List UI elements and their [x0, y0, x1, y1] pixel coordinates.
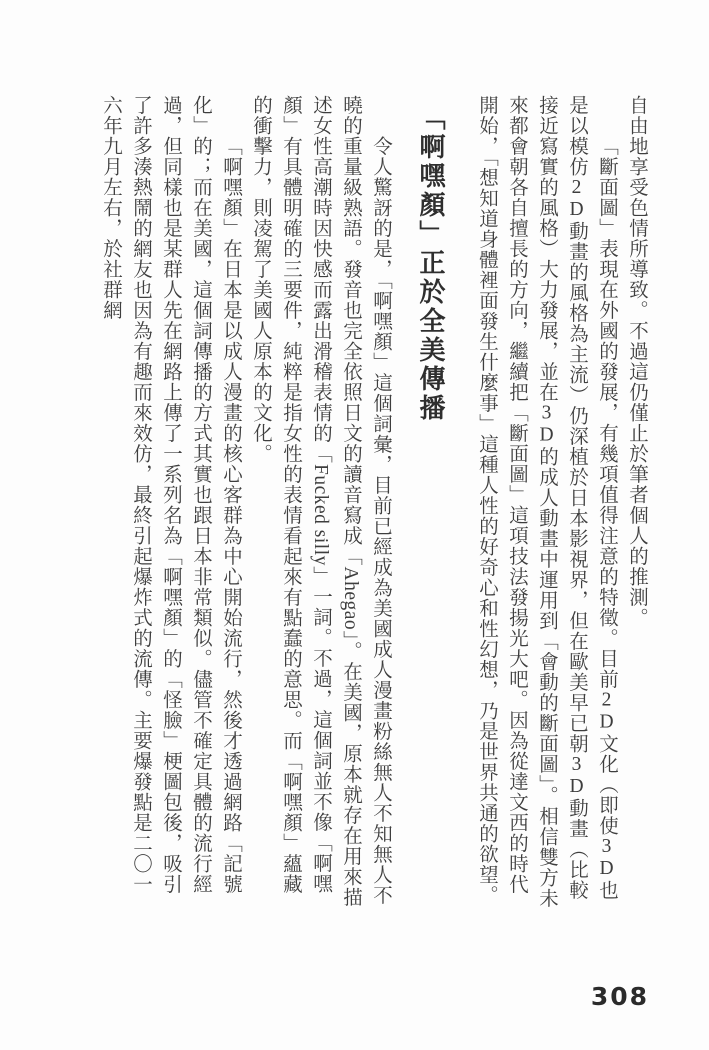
article-text — [95, 95, 651, 909]
text-run: 「啊嘿顏」在日本是以成人漫畫的核心客群為中心開始流行，然後才透過網路「記號化」的；而在美國，這個詞傳播的方式其實也跟日本非常類似。儘管不確定具體的流行經過，但同樣也是某群人先在網路上傳了一系列名為「啊嘿顏」的「怪臉」梗圖包後，吸引了許多湊熱鬧的網友也因為有趣而來效仿，最終引起爆炸式的流傳。主要爆發點是二〇一六年九月左右，於社群網 — [100, 95, 241, 895]
paragraph — [621, 95, 651, 909]
text-run: 自由地享受色情所導致。不過這仍僅止於筆者個人的推測。 — [626, 95, 647, 628]
text-run: 」一詞。不過，這個詞並不像「啊嘿顏」有具體明確的三要件，純粹是指女性的表情看起來有點蠢的意思。而「啊嘿顏」蘊藏的衝擊力，則凌駕了美國人原本的文化。 — [250, 95, 331, 895]
section-heading: 「啊嘿顏」正於全美傳播 — [416, 104, 446, 423]
latin-term: Fucked silly — [310, 464, 331, 566]
paragraph — [245, 95, 395, 909]
latin-term: Ahegao — [340, 566, 361, 631]
paragraph — [471, 95, 621, 909]
text-run: 令人驚訝的是，「啊嘿顏」這個詞彙，目前已經成為美國成人漫畫粉絲無人不知無人不曉的重量級熟語。發音也完全依照日文的讀音寫成「 — [340, 95, 391, 906]
paragraph — [95, 95, 245, 909]
text-run: 「斷面圖」表現在外國的發展，有幾項值得注意的特徵。目前2D文化（即使3D也是以模仿2D動畫的風格為主流）仍深植於日本影視界，但在歐美早已朝3D動畫（比較接近寫實的風格）大力發展，並在3D的成人動畫中運用到「會動的斷面圖」。相信雙方未來都會朝各自擅長的方向，繼續把「斷面圖」這項技法發揚光大吧。因為從達文西的時代開始，「想知道身體裡面發生什麼事」這種人性的好奇心和性幻想，乃是世界共通的欲望。 — [476, 95, 617, 909]
text-run: 」。在美國，原本就存在用來描述女性高潮時因快感而露出滑稽表情的「 — [310, 95, 361, 908]
page-number: 308 — [590, 982, 649, 1011]
